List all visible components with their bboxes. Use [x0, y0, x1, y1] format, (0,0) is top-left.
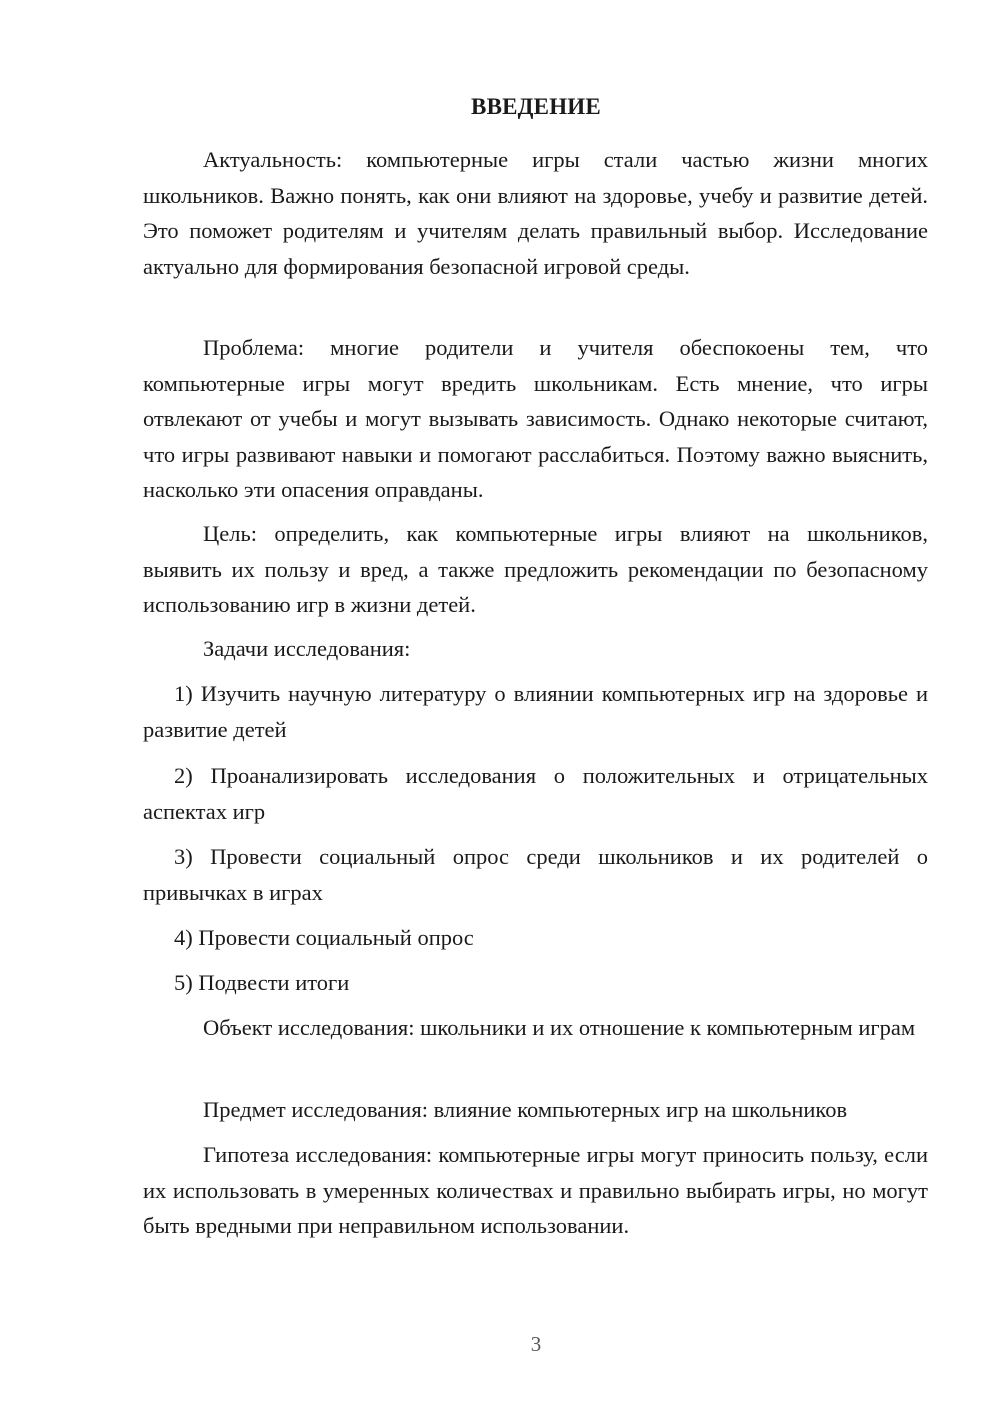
- task-item-5: 5) Подвести итоги: [174, 970, 350, 995]
- task-item-3: 3) Провести социальный опрос среди школьников и их родителей о привычках в играх: [143, 844, 928, 905]
- paragraph-hypothesis: Гипотеза исследования: компьютерные игры могут приносить пользу, если их использовать в умеренных количествах и правильно выбирать игры, но могут быть вредными при неправильном использовании.: [143, 1142, 928, 1238]
- paragraph-problem: Проблема: многие родители и учителя обеспокоены тем, что компьютерные игры могут вредить школьникам. Есть мнение, что игры отвлекают от учебы и могут вызывать зависимость. Однако некоторые считают, что игры развивают навыки и помогают расслабиться. Поэтому важно выяснить, насколько эти опасения оправданы.: [143, 335, 928, 502]
- paragraph-relevance: Актуальность: компьютерные игры стали частью жизни многих школьников. Важно понять, как они влияют на здоровье, учебу и развитие детей. Это поможет родителям и учителям делать правильный выбор. Исследование актуально для формирования безопасной игровой среды.: [143, 147, 928, 279]
- task-item-1: 1) Изучить научную литературу о влиянии компьютерных игр на здоровье и развитие детей: [143, 681, 928, 742]
- paragraph-goal: Цель: определить, как компьютерные игры влияют на школьников, выявить их пользу и вред, а также предложить рекомендации по безопасному использованию игр в жизни детей.: [143, 521, 928, 617]
- section-heading: ВВЕДЕНИЕ: [471, 94, 601, 119]
- paragraph-object: Объект исследования: школьники и их отношение к компьютерным играм: [203, 1015, 916, 1040]
- task-item-4: 4) Провести социальный опрос: [174, 925, 474, 950]
- page-number: 3: [530, 1332, 542, 1356]
- task-item-2: 2) Проанализировать исследования о положительных и отрицательных аспектах игр: [143, 763, 928, 824]
- paragraph-subject: Предмет исследования: влияние компьютерных игр на школьников: [203, 1097, 848, 1122]
- tasks-title: Задачи исследования:: [203, 636, 411, 661]
